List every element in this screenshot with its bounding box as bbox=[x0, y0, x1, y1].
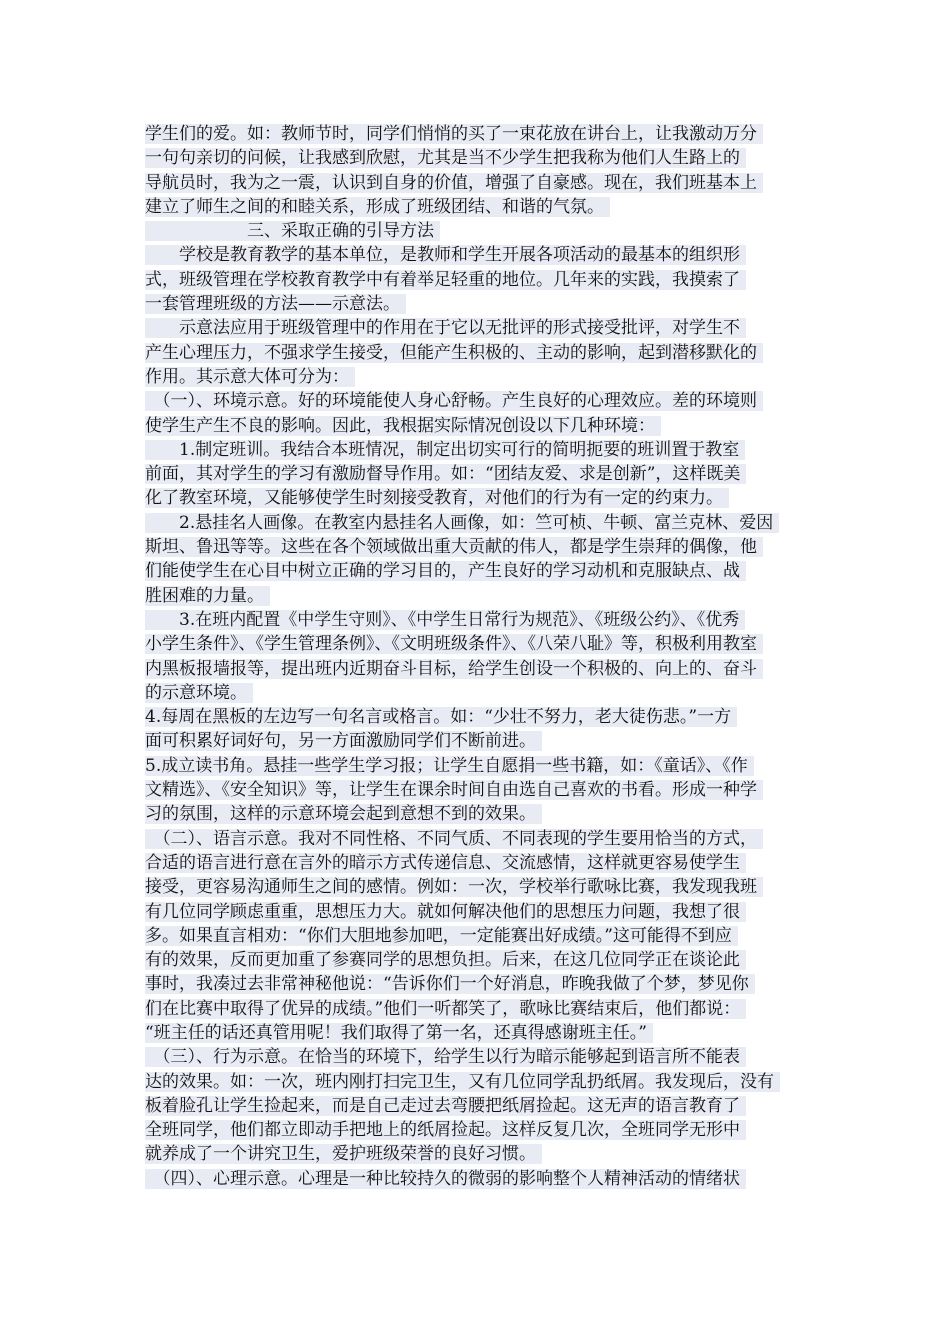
line-text: 小学生条件》、《学生管理条例》、《文明班级条件》、《八荣八耻》等，积极利用教室 bbox=[145, 634, 763, 654]
line-text: 有的效果，反而更加重了参赛同学的思想负担。后来，在这几位同学正在谈论此 bbox=[145, 950, 746, 970]
text-line bbox=[145, 972, 809, 996]
text-line bbox=[145, 341, 809, 365]
line-text: 式，班级管理在学校教育教学中有着举足轻重的地位。几年来的实践，我摸索了 bbox=[145, 270, 746, 290]
line-text: 学校是教育教学的基本单位，是教师和学生开展各项活动的最基本的组织形 bbox=[145, 245, 746, 265]
text-line bbox=[145, 122, 809, 146]
text-line bbox=[145, 268, 809, 292]
text-line bbox=[145, 486, 809, 510]
text-line bbox=[145, 924, 809, 948]
line-text: 2.悬挂名人画像。在教室内悬挂名人画像，如：竺可桢、牛顿、富兰克林、爱因 bbox=[145, 513, 779, 533]
line-text: 多。如果直言相劝：“你们大胆地参加吧，一定能赛出好成绩。”这可能得不到应 bbox=[145, 926, 738, 946]
text-line bbox=[145, 1167, 809, 1191]
text-line bbox=[145, 584, 809, 608]
line-text: 3.在班内配置《中学生守则》、《中学生日常行为规范》、《班级公约》、《优秀 bbox=[145, 610, 745, 630]
line-text: 一套管理班级的方法——示意法。 bbox=[145, 294, 406, 314]
line-text: 建立了师生之间的和睦关系，形成了班级团结、和谐的气氛。 bbox=[145, 197, 610, 217]
line-text: 4.每周在黑板的左边写一句名言或格言。如：“少壮不努力，老大徒伤悲。”一方 bbox=[145, 707, 737, 727]
line-text: 们在比赛中取得了优异的成绩。”他们一听都笑了，歌咏比赛结束后，他们都说： bbox=[145, 999, 746, 1019]
line-text: 达的效果。如：一次，班内刚打扫完卫生，又有几位同学乱扔纸屑。我发现后，没有 bbox=[145, 1072, 780, 1092]
line-text: （四）、心理示意。心理是一种比较持久的微弱的影响整个人精神活动的情绪状 bbox=[145, 1169, 746, 1189]
line-text: 内黑板报墙报等，提出班内近期奋斗目标，给学生创设一个积极的、向上的、奋斗 bbox=[145, 659, 763, 679]
line-text: 事时，我凑过去非常神秘他说：“告诉你们一个好消息，昨晚我做了个梦，梦见你 bbox=[145, 974, 755, 994]
document-page bbox=[145, 122, 809, 1191]
line-text: 1.制定班训。我结合本班情况，制定出切实可行的简明扼要的班训置于教室 bbox=[145, 440, 745, 460]
text-line bbox=[145, 511, 809, 535]
text-line bbox=[145, 778, 809, 802]
line-text: 5.成立读书角。悬挂一些学生学习报；让学生自愿捐一些书籍，如：《童话》、《作 bbox=[145, 756, 754, 776]
text-line bbox=[145, 1045, 809, 1069]
line-text: 合适的语言进行意在言外的暗示方式传递信息、交流感情，这样就更容易使学生 bbox=[145, 853, 746, 873]
text-line bbox=[145, 1142, 809, 1166]
text-line bbox=[145, 171, 809, 195]
line-text: 的示意环境。 bbox=[145, 683, 253, 703]
line-text: 示意法应用于班级管理中的作用在于它以无批评的形式接受批评，对学生不 bbox=[145, 318, 746, 338]
line-text: 学生们的爱。如：教师节时，同学们悄悄的买了一束花放在讲台上，让我激动万分 bbox=[145, 124, 763, 144]
text-line bbox=[145, 559, 809, 583]
line-text: （三）、行为示意。在恰当的环境下，给学生以行为暗示能够起到语言所不能表 bbox=[145, 1047, 746, 1067]
text-line bbox=[145, 705, 809, 729]
text-line bbox=[145, 608, 809, 632]
line-text: 习的氛围，这样的示意环境会起到意想不到的效果。 bbox=[145, 804, 542, 824]
text-line bbox=[145, 414, 809, 438]
text-line bbox=[145, 729, 809, 753]
text-line bbox=[145, 681, 809, 705]
line-text: 们能使学生在心目中树立正确的学习目的，产生良好的学习动机和克服缺点、战 bbox=[145, 561, 746, 581]
line-text: 使学生产生不良的影响。因此，我根据实际情况创设以下几种环境： bbox=[145, 416, 661, 436]
text-line bbox=[145, 316, 809, 340]
text-line bbox=[145, 438, 809, 462]
text-line bbox=[145, 851, 809, 875]
text-line bbox=[145, 243, 809, 267]
text-line bbox=[145, 827, 809, 851]
line-text: “班主任的话还真管用呢！我们取得了第一名，还真得感谢班主任。” bbox=[145, 1023, 653, 1043]
text-line bbox=[145, 802, 809, 826]
line-text: 导航员时，我为之一震，认识到自身的价值，增强了自豪感。现在，我们班基本上 bbox=[145, 173, 763, 193]
line-text: 就养成了一个讲究卫生，爱护班级荣誉的良好习惯。 bbox=[145, 1144, 542, 1164]
text-line bbox=[145, 754, 809, 778]
line-text: 全班同学，他们都立即动手把地上的纸屑捡起。这样反复几次，全班同学无形中 bbox=[145, 1120, 746, 1140]
text-line bbox=[145, 948, 809, 972]
line-text: 产生心理压力，不强求学生接受，但能产生积极的、主动的影响，起到潜移默化的 bbox=[145, 343, 763, 363]
text-line bbox=[145, 292, 809, 316]
line-text: 面可积累好词好句，另一方面激励同学们不断前进。 bbox=[145, 731, 542, 751]
line-text: 斯坦、鲁迅等等。这些在各个领域做出重大贡献的伟人，都是学生崇拜的偶像，他 bbox=[145, 537, 763, 557]
line-text: 文精选》、《安全知识》等，让学生在课余时间自由选自己喜欢的书看。形成一种学 bbox=[145, 780, 763, 800]
line-text: 有几位同学顾虑重重，思想压力大。就如何解决他们的思想压力问题，我想了很 bbox=[145, 902, 746, 922]
text-line bbox=[145, 462, 809, 486]
text-line bbox=[145, 1094, 809, 1118]
text-line bbox=[145, 632, 809, 656]
text-line bbox=[145, 389, 809, 413]
text-line bbox=[145, 1070, 809, 1094]
text-line bbox=[145, 365, 809, 389]
text-line bbox=[145, 1021, 809, 1045]
text-line bbox=[145, 535, 809, 559]
line-text: （一）、环境示意。好的环境能使人身心舒畅。产生良好的心理效应。差的环境则 bbox=[145, 391, 763, 411]
text-line bbox=[145, 900, 809, 924]
line-text: 一句句亲切的问候，让我感到欣慰，尤其是当不少学生把我称为他们人生路上的 bbox=[145, 148, 746, 168]
line-text: 胜困难的力量。 bbox=[145, 586, 270, 606]
line-text: 化了教室环境，又能够使学生时刻接受教育，对他们的行为有一定的约束力。 bbox=[145, 488, 729, 508]
line-text: （二）、语言示意。我对不同性格、不同气质、不同表现的学生要用恰当的方式， bbox=[145, 829, 763, 849]
text-line bbox=[145, 146, 809, 170]
text-line bbox=[145, 1118, 809, 1142]
text-line bbox=[145, 657, 809, 681]
heading-text: 三、采取正确的引导方法 bbox=[145, 221, 440, 241]
text-line bbox=[145, 997, 809, 1021]
text-line bbox=[145, 875, 809, 899]
line-text: 前面，其对学生的学习有激励督导作用。如：“团结友爱、求是创新”，这样既美 bbox=[145, 464, 746, 484]
line-text: 接受，更容易沟通师生之间的感情。例如：一次，学校举行歌咏比赛，我发现我班 bbox=[145, 877, 763, 897]
line-text: 板着脸孔让学生捡起来，而是自己走过去弯腰把纸屑捡起。这无声的语言教育了 bbox=[145, 1096, 746, 1116]
text-line bbox=[145, 195, 809, 219]
line-text: 作用。其示意大体可分为： bbox=[145, 367, 355, 387]
section-heading bbox=[145, 219, 809, 243]
